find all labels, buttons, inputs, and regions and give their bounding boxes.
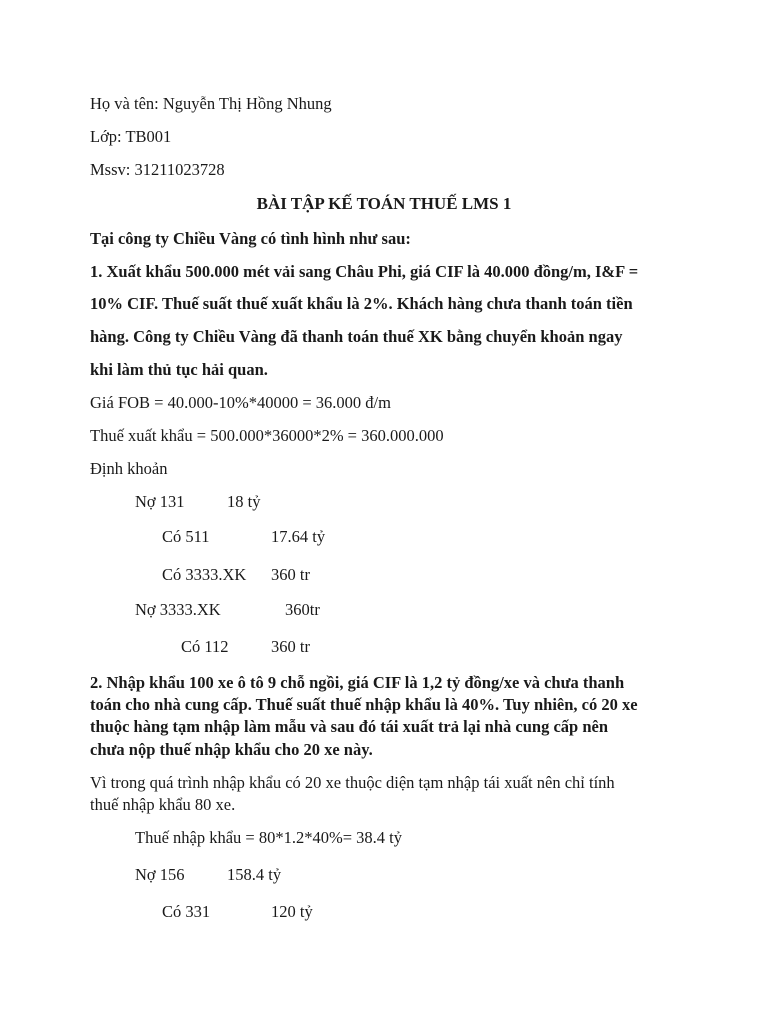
entry-account: Có 3333.XK <box>162 565 247 584</box>
intro-text: Tại công ty Chiều Vàng có tình hình như sau: <box>90 229 411 248</box>
entry-account: Nợ 156 <box>135 865 185 884</box>
entry-amount: 360 tr <box>271 565 310 584</box>
entry-account: Nợ 131 <box>135 492 185 511</box>
entry-account: Nợ 3333.XK <box>135 600 221 619</box>
problem1-line: khi làm thủ tục hải quan. <box>90 360 268 379</box>
calc-export-tax: Thuế xuất khẩu = 500.000*36000*2% = 360.000.000 <box>90 426 444 445</box>
entry-amount: 17.64 tỷ <box>271 527 326 546</box>
problem1-line: 1. Xuất khẩu 500.000 mét vải sang Châu Phi, giá CIF là 40.000 đồng/m, I&F = <box>90 262 639 281</box>
problem2-explain: thuế nhập khẩu 80 xe. <box>90 795 236 814</box>
entry-account: Có 511 <box>162 527 210 546</box>
student-id: Mssv: 31211023728 <box>90 160 225 179</box>
calc-import-tax: Thuế nhập khẩu = 80*1.2*40%= 38.4 tỷ <box>135 828 402 847</box>
problem2-line: chưa nộp thuế nhập khẩu cho 20 xe này. <box>90 740 373 759</box>
entry-amount: 360tr <box>285 600 320 619</box>
entry-amount: 18 tỷ <box>227 492 261 511</box>
problem1-line: hàng. Công ty Chiều Vàng đã thanh toán thuế XK bằng chuyển khoản ngay <box>90 327 623 346</box>
entry-account: Có 331 <box>162 902 211 921</box>
problem2-line: thuộc hàng tạm nhập làm mẫu và sau đó tái xuất trả lại nhà cung cấp nên <box>90 717 609 736</box>
student-class: Lớp: TB001 <box>90 127 172 146</box>
calc-fob: Giá FOB = 40.000-10%*40000 = 36.000 đ/m <box>90 393 391 412</box>
entry-amount: 360 tr <box>271 637 310 656</box>
problem2-line: toán cho nhà cung cấp. Thuế suất thuế nhập khẩu là 40%. Tuy nhiên, có 20 xe <box>90 695 638 714</box>
entry-amount: 158.4 tỷ <box>227 865 282 884</box>
entry-account: Có 112 <box>181 637 229 656</box>
document-title: BÀI TẬP KẾ TOÁN THUẾ LMS 1 <box>256 194 512 213</box>
entry-heading: Định khoản <box>90 459 168 478</box>
problem1-line: 10% CIF. Thuế suất thuế xuất khẩu là 2%. Khách hàng chưa thanh toán tiền <box>90 294 633 313</box>
problem2-explain: Vì trong quá trình nhập khẩu có 20 xe thuộc diện tạm nhập tái xuất nên chỉ tính <box>90 773 615 792</box>
problem2-line: 2. Nhập khẩu 100 xe ô tô 9 chỗ ngồi, giá CIF là 1,2 tỷ đồng/xe và chưa thanh <box>90 673 625 692</box>
student-name: Họ và tên: Nguyễn Thị Hồng Nhung <box>90 94 332 113</box>
entry-amount: 120 tỷ <box>271 902 313 921</box>
